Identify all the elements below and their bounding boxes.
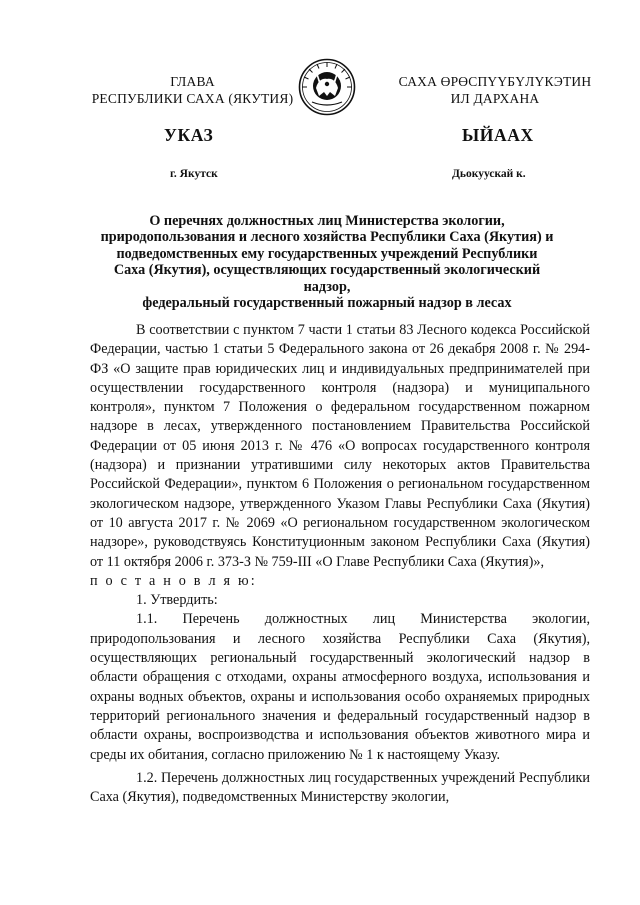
place-right: Дьокуускай к.: [452, 168, 526, 180]
header-left-line2: РЕСПУБЛИКИ САХА (ЯКУТИЯ): [91, 91, 294, 106]
header-left: [90, 73, 295, 107]
header-right-line2: ИЛ ДАРХАНА: [450, 91, 540, 106]
doc-type-right: ЫЙААХ: [462, 125, 534, 145]
title-line: федеральный государственный пожарный надзор в лесах: [142, 295, 512, 312]
header-left-line1: ГЛАВА: [170, 74, 215, 89]
header-right-line1: САХА ӨРӨСПҮҮБҮЛҮКЭТИН: [398, 74, 592, 89]
title-line: подведомственных ему государственных учреждений Республики: [116, 245, 538, 262]
document-title: [92, 213, 562, 311]
item-1-2: 1.2. Перечень должностных лиц государственных учреждений Республики Саха (Якутия), подведомственных Министерству экологии,: [90, 769, 590, 806]
title-line: природопользования и лесного хозяйства Республики Саха (Якутия) и: [100, 229, 554, 246]
coat-of-arms-icon: [298, 58, 356, 116]
decree-word: п о с т а н о в л я ю:: [90, 572, 257, 589]
doc-type-left: УКАЗ: [164, 125, 214, 145]
item-1: 1. Утвердить:: [136, 592, 218, 609]
header-right: [380, 73, 610, 107]
title-line: О перечнях должностных лиц Министерства экологии,: [149, 213, 505, 229]
item-1-1: 1.1. Перечень должностных лиц Министерства экологии, природопользования и лесного хозяйства Республики Саха (Якутия), осуществляющих региональный государственный экологический надзор в области обращения с отходами, охраны атмосферного воздуха, использования и охраны водных объектов, охраны и использования особо охраняемых природных территорий регионального значения и федеральный государственный надзор в области охраны, воспроизводства и использования объектов животного мира и среды их обитания, согласно приложению № 1 к настоящему Указу.: [90, 611, 590, 763]
preamble-paragraph: В соответствии с пунктом 7 части 1 статьи 83 Лесного кодекса Российской Федерации, частью 1 статьи 5 Федерального закона от 26 декабря 2008 г. № 294-ФЗ «О защите прав юридических лиц и индивидуальных предпринимателей при осуществлении государственного контроля (надзора) и муниципального контроля», пунктом 7 Положения о федеральном государственном пожарном надзоре в лесах, утвержденного постановлением Правительства Российской Федерации от 05 июня 2013 г. № 476 «О вопросах государственного контроля (надзора) и признании утратившими силу некоторых актов Правительства Российской Федерации», пунктом 6 Положения о региональном государственном экологическом надзоре, утвержденного Указом Главы Республики Саха (Якутия) от 10 августа 2017 г. № 2069 «О региональном государственном экологическом надзоре», руководствуясь Конституционным законом Республики Саха (Якутия) от 11 октября 2006 г. 373-З № 759-III «О Главе Республики Саха (Якутия)»,: [90, 322, 590, 570]
title-line: Саха (Якутия), осуществляющих государственный экологический надзор,: [113, 262, 541, 295]
place-left: г. Якутск: [170, 168, 218, 180]
document-body: [90, 321, 590, 807]
